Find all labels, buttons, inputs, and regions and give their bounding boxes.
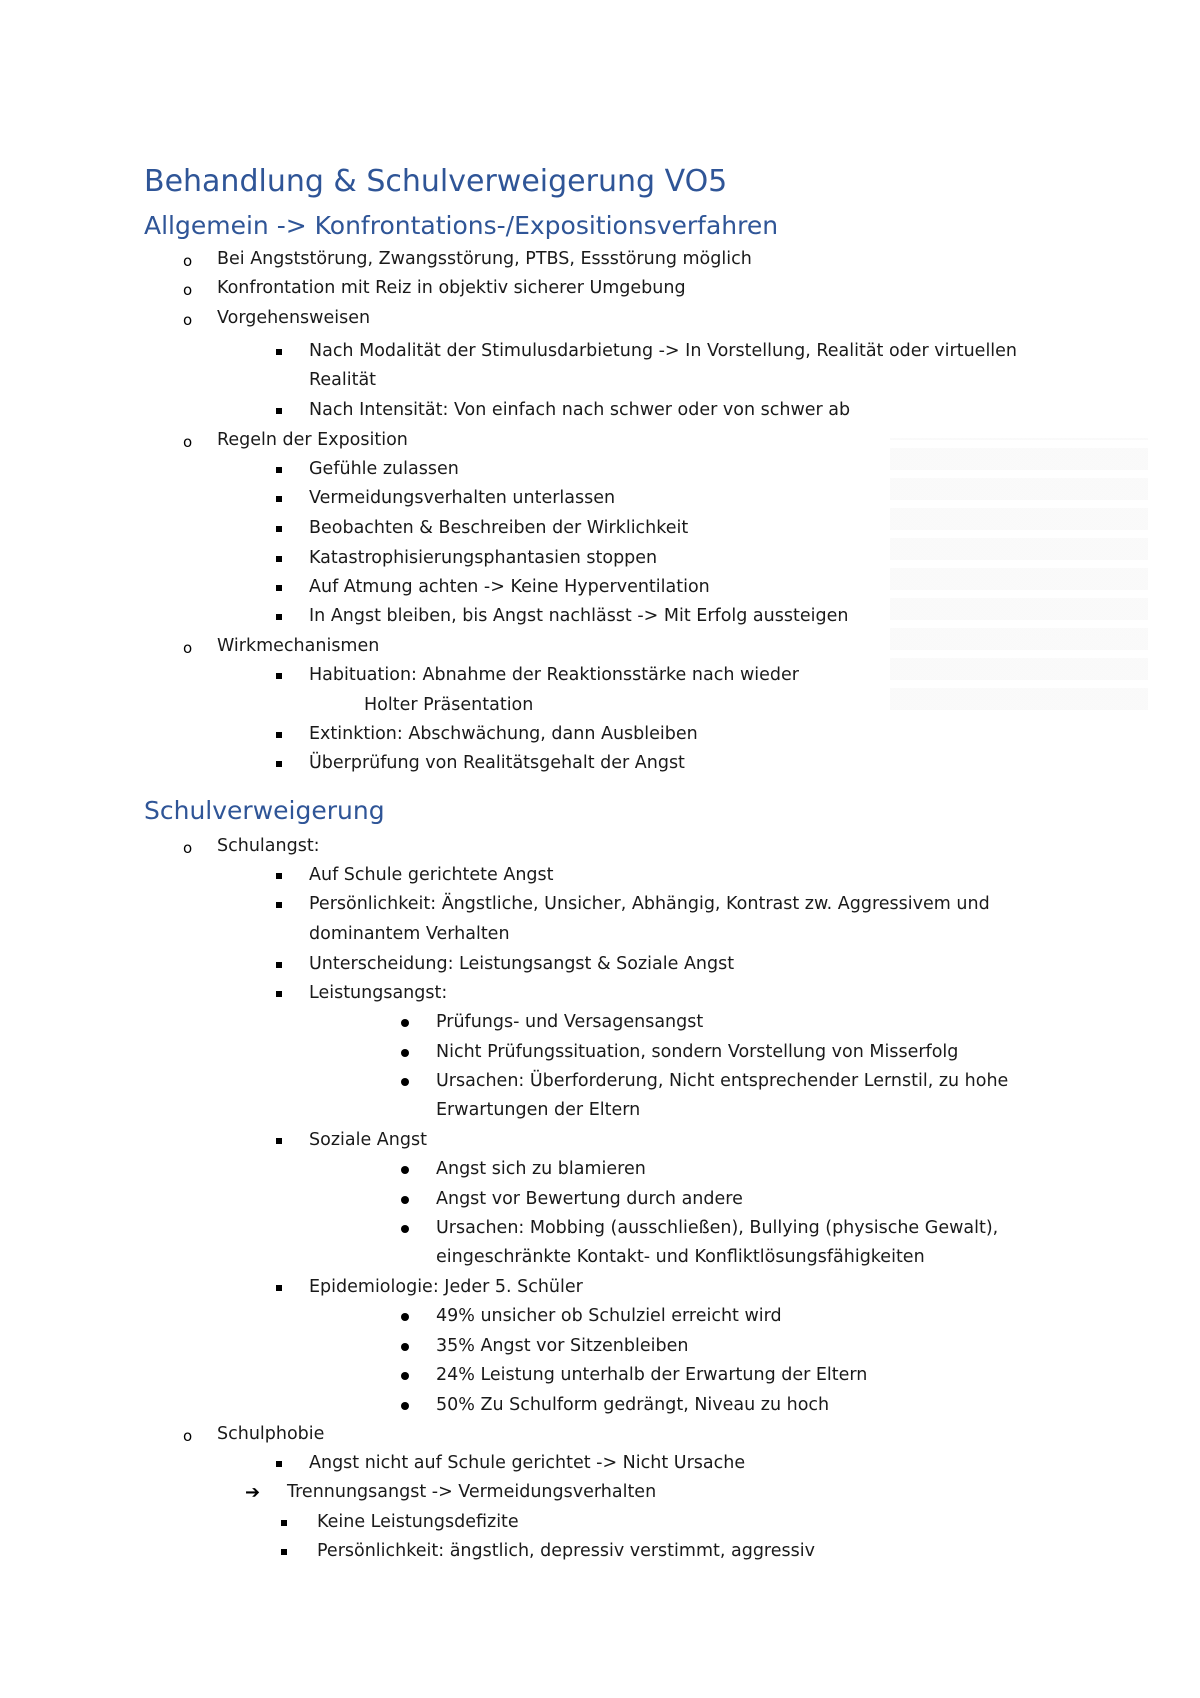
list-item: 49% unsicher ob Schulziel erreicht wird — [436, 1306, 782, 1326]
section-heading-schulverweigerung: Schulverweigerung — [144, 796, 385, 825]
list-item: Vorgehensweisen — [217, 308, 371, 328]
list-item: Bei Angststörung, Zwangsstörung, PTBS, Essstörung möglich — [217, 249, 752, 269]
list-item: 50% Zu Schulform gedrängt, Niveau zu hoch — [436, 1395, 830, 1415]
circle-bullet: o — [183, 281, 193, 299]
square-bullet — [276, 902, 282, 908]
list-item: Regeln der Exposition — [217, 430, 408, 450]
circle-bullet: o — [183, 1427, 193, 1445]
list-item: Prüfungs- und Versagensangst — [436, 1012, 704, 1032]
round-bullet — [401, 1313, 409, 1321]
square-bullet — [276, 732, 282, 738]
circle-bullet: o — [183, 639, 193, 657]
round-bullet — [401, 1166, 409, 1174]
list-item: Leistungsangst: — [309, 983, 448, 1003]
square-bullet — [276, 1461, 282, 1467]
square-bullet — [276, 349, 282, 355]
list-item-continuation: dominantem Verhalten — [309, 924, 510, 944]
round-bullet — [401, 1049, 409, 1057]
circle-bullet: o — [183, 433, 193, 451]
list-item: Epidemiologie: Jeder 5. Schüler — [309, 1277, 583, 1297]
square-bullet — [276, 761, 282, 767]
list-item: 35% Angst vor Sitzenbleiben — [436, 1336, 689, 1356]
arrow-icon: ➔ — [245, 1482, 261, 1503]
square-bullet — [276, 1138, 282, 1144]
circle-bullet: o — [183, 839, 193, 857]
square-bullet — [281, 1549, 287, 1555]
list-item-continuation: Holter Präsentation — [364, 695, 534, 715]
list-item: Ursachen: Überforderung, Nicht entsprechender Lernstil, zu hohe — [436, 1071, 1009, 1091]
list-item-continuation: eingeschränkte Kontakt- und Konfliktlösungsfähigkeiten — [436, 1247, 925, 1267]
round-bullet — [401, 1196, 409, 1204]
list-item: Konfrontation mit Reiz in objektiv sicherer Umgebung — [217, 278, 686, 298]
circle-bullet: o — [183, 252, 193, 270]
square-bullet — [276, 408, 282, 414]
square-bullet — [276, 614, 282, 620]
list-item: Nach Intensität: Von einfach nach schwer oder von schwer ab — [309, 400, 851, 420]
list-item: Angst nicht auf Schule gerichtet -> Nicht Ursache — [309, 1453, 746, 1473]
square-bullet — [281, 1520, 287, 1526]
square-bullet — [276, 991, 282, 997]
list-item: Auf Atmung achten -> Keine Hyperventilation — [309, 577, 710, 597]
circle-bullet: o — [183, 311, 193, 329]
list-item: Unterscheidung: Leistungsangst & Soziale Angst — [309, 954, 735, 974]
list-item: Soziale Angst — [309, 1130, 427, 1150]
list-item: Auf Schule gerichtete Angst — [309, 865, 554, 885]
list-item: Katastrophisierungsphantasien stoppen — [309, 548, 658, 568]
list-item: Trennungsangst -> Vermeidungsverhalten — [287, 1482, 657, 1502]
list-item: Schulphobie — [217, 1424, 325, 1444]
list-item: Nach Modalität der Stimulusdarbietung -> In Vorstellung, Realität oder virtuellen — [309, 341, 1018, 361]
list-item: Angst sich zu blamieren — [436, 1159, 646, 1179]
list-item: Schulangst: — [217, 836, 320, 856]
round-bullet — [401, 1343, 409, 1351]
list-item: Nicht Prüfungssituation, sondern Vorstellung von Misserfolg — [436, 1042, 959, 1062]
list-item: Beobachten & Beschreiben der Wirklichkeit — [309, 518, 689, 538]
list-item: Keine Leistungsdefizite — [317, 1512, 519, 1532]
square-bullet — [276, 673, 282, 679]
round-bullet — [401, 1372, 409, 1380]
list-item: Gefühle zulassen — [309, 459, 459, 479]
round-bullet — [401, 1402, 409, 1410]
square-bullet — [276, 526, 282, 532]
round-bullet — [401, 1225, 409, 1233]
faded-watermark — [890, 438, 1148, 710]
section-heading-allgemein: Allgemein -> Konfrontations-/Expositionsverfahren — [144, 211, 779, 240]
round-bullet — [401, 1078, 409, 1086]
list-item: Persönlichkeit: ängstlich, depressiv verstimmt, aggressiv — [317, 1541, 815, 1561]
list-item: Extinktion: Abschwächung, dann Ausbleiben — [309, 724, 698, 744]
list-item: Vermeidungsverhalten unterlassen — [309, 488, 616, 508]
list-item: Angst vor Bewertung durch andere — [436, 1189, 743, 1209]
list-item: Habituation: Abnahme der Reaktionsstärke nach wieder — [309, 665, 799, 685]
square-bullet — [276, 556, 282, 562]
round-bullet — [401, 1019, 409, 1027]
square-bullet — [276, 1285, 282, 1291]
square-bullet — [276, 496, 282, 502]
square-bullet — [276, 873, 282, 879]
page-title: Behandlung & Schulverweigerung VO5 — [144, 164, 728, 199]
square-bullet — [276, 467, 282, 473]
square-bullet — [276, 585, 282, 591]
list-item: Ursachen: Mobbing (ausschließen), Bullying (physische Gewalt), — [436, 1218, 999, 1238]
list-item: Persönlichkeit: Ängstliche, Unsicher, Abhängig, Kontrast zw. Aggressivem und — [309, 894, 990, 914]
list-item-continuation: Erwartungen der Eltern — [436, 1100, 641, 1120]
list-item-continuation: Realität — [309, 370, 377, 390]
list-item: In Angst bleiben, bis Angst nachlässt -> Mit Erfolg aussteigen — [309, 606, 849, 626]
list-item: Wirkmechanismen — [217, 636, 380, 656]
square-bullet — [276, 962, 282, 968]
list-item: Überprüfung von Realitätsgehalt der Angst — [309, 753, 685, 773]
list-item: 24% Leistung unterhalb der Erwartung der Eltern — [436, 1365, 868, 1385]
